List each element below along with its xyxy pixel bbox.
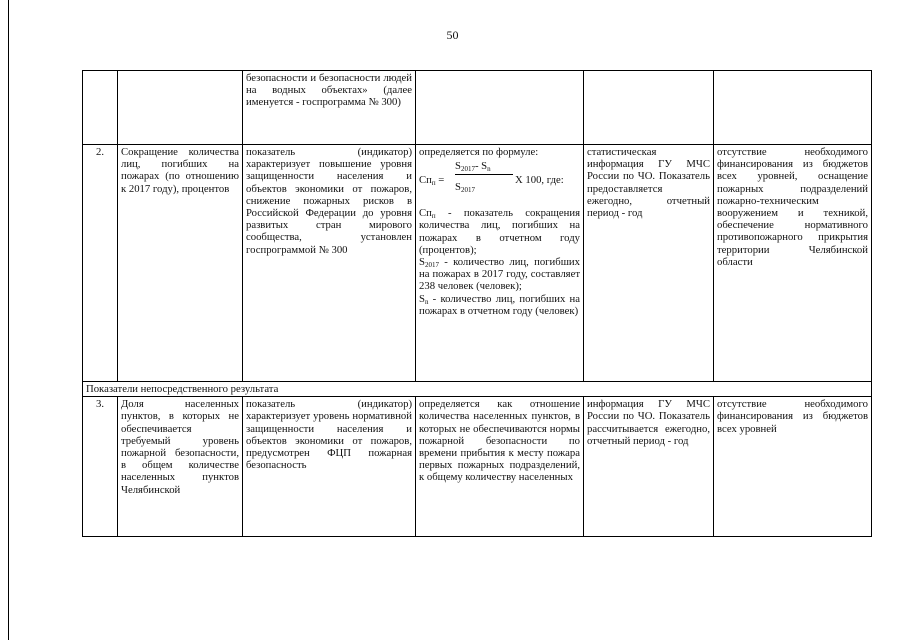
cell-num-empty <box>83 71 118 145</box>
method-intro: определяется по формуле: <box>419 146 539 158</box>
cell-source-empty <box>584 71 714 145</box>
indicators-table <box>82 70 872 537</box>
formula-multiplier: Х 100, где: <box>515 174 564 187</box>
indicator-name: Сокращение количества лиц, погибших на пожарах (по отношению к 2017 году), процентов <box>118 145 243 382</box>
section-header: Показатели непосредственного результата <box>83 382 872 397</box>
formula <box>419 160 580 204</box>
cell-risks-empty <box>714 71 872 145</box>
cell-description-continuation: безопасности и безопасности людей на водных объектах» (далее именуется - госпрограмма № 300) <box>243 71 416 145</box>
data-source: статистическая информация ГУ МЧС России по ЧО. Показатель предоставляется ежегодно, отчетный период - год <box>584 145 714 382</box>
indicator-name: Доля населенных пунктов, в которых не обеспечивается требуемый уровень пожарной безопасности, в общем количестве населенных пунктов Челябинской <box>118 397 243 537</box>
table-row-indicator-3 <box>83 397 872 537</box>
risk-factors: отсутствие необходимого финансирования из бюджетов всех уровней <box>714 397 872 537</box>
formula-fraction <box>455 160 513 193</box>
table-row-continuation <box>83 71 872 145</box>
data-source: информация ГУ МЧС России по ЧО. Показатель рассчитывается ежегодно, отчетный период - год <box>584 397 714 537</box>
cell-name-empty <box>118 71 243 145</box>
definition-cpn: $Сп_п$ - показатель сокращения количества лиц, погибших на пожарах в отчетном году (процентов); <box>419 207 580 256</box>
calculation-method: определяется как отношение количества населенных пунктов, в которых не обеспечиваются нормы пожарной безопасности по времени прибытия к месту пожара первых пожарных подразделений, к общему количеству населенных <box>416 397 584 537</box>
definition-sn: $S_n$ - количество лиц, погибших на пожарах в отчетном году (человек) <box>419 292 580 317</box>
calculation-method <box>416 145 584 382</box>
row-number: 2. <box>83 145 118 382</box>
page-edge-line <box>8 0 9 640</box>
page-number: 50 <box>446 28 459 42</box>
table-row-indicator-2 <box>83 145 872 382</box>
formula-denominator: $S_{2017}$ <box>455 181 475 195</box>
indicator-description: показатель (индикатор) характеризует повышение уровня защищенности населения и объектов экономики от пожаров, снижение пожарных рисков в Российской Федерации до уровня развитых стран мирового сообщества, установлен госпрограммой № 300 <box>243 145 416 382</box>
cell-method-empty <box>416 71 584 145</box>
indicator-description: показатель (индикатор) характеризует уровень нормативной защищенности населения и объектов экономики от пожаров, предусмотрен ФЦП пожарная безопасность <box>243 397 416 537</box>
table-section-header-row <box>83 382 872 397</box>
definition-s2017: $S_{2017}$ - количество лиц, погибших на пожарах в 2017 году, составляет 238 человек (человек); <box>419 256 580 293</box>
formula-numerator: $S_{2017}-$ $S_n$ <box>455 160 513 175</box>
formula-left: $Сп_п$ = <box>419 174 445 188</box>
risk-factors: отсутствие необходимого финансирования из бюджетов всех уровней, оснащение пожарных подразделений пожарно-техническим вооружением и техникой, обеспечение нормативного противопожарного прикрытия территории Челябинской области <box>714 145 872 382</box>
row-number: 3. <box>83 397 118 537</box>
